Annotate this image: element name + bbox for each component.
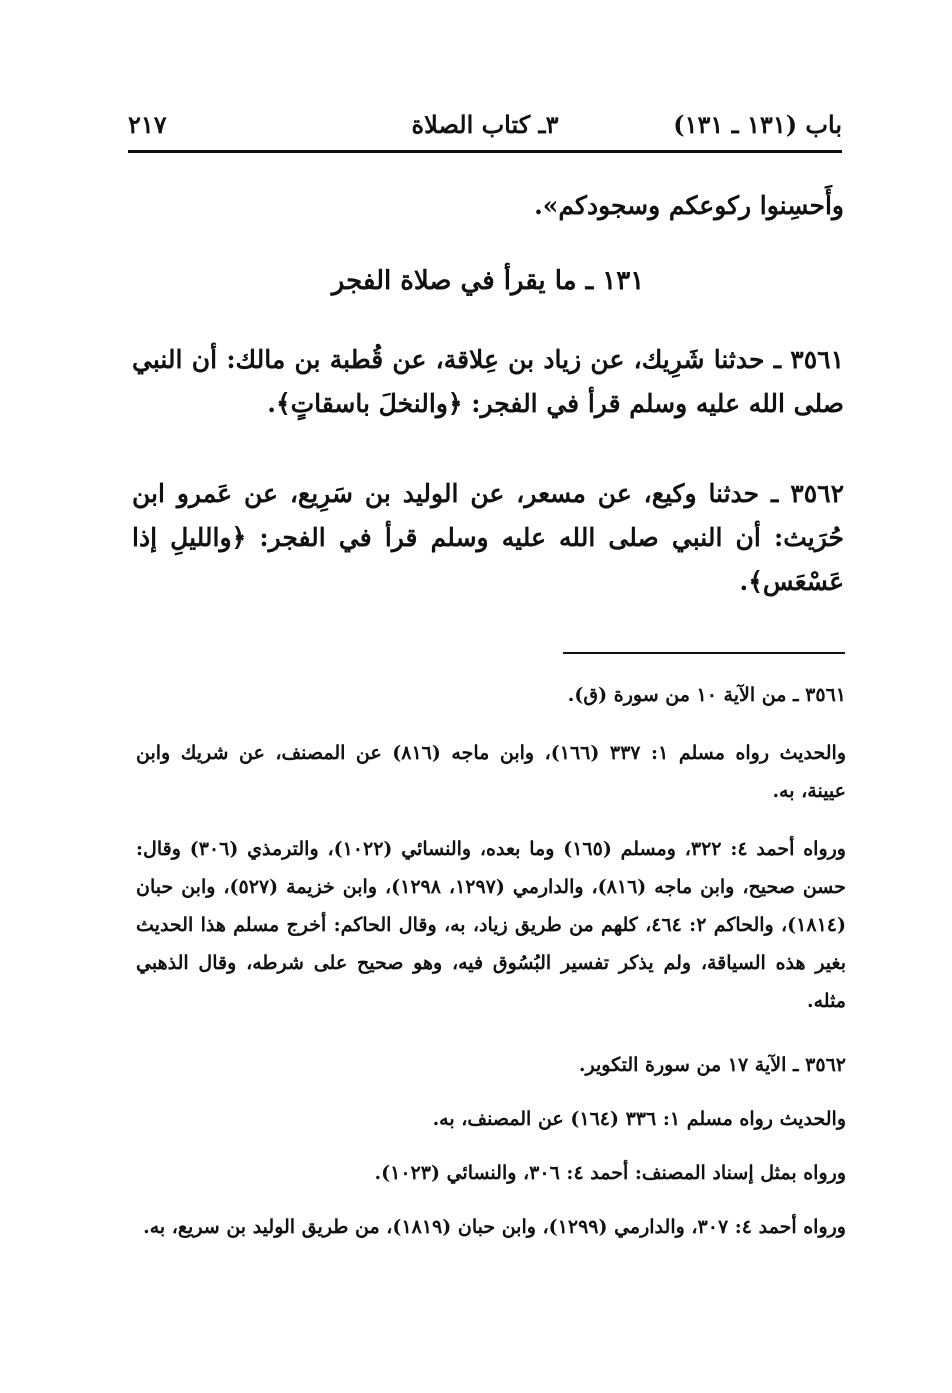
footnote-paragraph: ٣٥٦٢ ـ الآية ١٧ من سورة التكوير. xyxy=(578,1054,846,1076)
hadith-3562: ٣٥٦٢ ـ حدثنا وكيع، عن مسعر، عن الوليد بن سَرِيع، عن عَمرو ابن حُرَيث: أن النبي صلى الله عليه وسلم قرأ في الفجر: ﴿والليلِ إذا عَسْعَس﴾. xyxy=(132,479,844,596)
header-rule xyxy=(128,150,842,153)
footnote-paragraph: ورواه أحمد ٤: ٣٢٢، ومسلم (١٦٥) وما بعده، والنسائي (١٠٢٢)، والترمذي (٣٠٦) وقال: حسن صحيح، وابن ماجه (٨١٦)، والدارمي (١٢٩٧، ١٢٩٨)، وابن خزيمة (٥٢٧)، وابن حبان (١٨١٤)، والحاكم ٢: ٤٦٤، كلهم من طريق زياد، به، وقال الحاكم: أخرج مسلم هذا الحديث بغير هذه السياقة، ولم يذكر تفسير البُسُوق فيه، وهو صحيح على شرطه، وقال الذهبي مثله. xyxy=(136,838,846,1012)
running-header xyxy=(128,104,842,148)
continuation-text: وأَحسِنوا ركوعكم وسجودكم». xyxy=(534,191,844,220)
footnote-paragraph: ورواه أحمد ٤: ٣٠٧، والدارمي (١٢٩٩)، وابن حبان (١٨١٩)، من طريق الوليد بن سريع، به. xyxy=(143,1216,846,1238)
page-number: ٢١٧ xyxy=(128,110,167,139)
footnote-paragraph: والحديث رواه مسلم ١: ٣٣٦ (١٦٤) عن المصنف، به. xyxy=(432,1108,846,1130)
footnote-paragraph: ٣٥٦١ ـ من الآية ١٠ من سورة (ق). xyxy=(567,684,846,706)
hadith-3561: ٣٥٦١ ـ حدثنا شَرِيك، عن زياد بن عِلاقة، عن قُطبة بن مالك: أن النبي صلى الله عليه وسلم قرأ في الفجر: ﴿والنخلَ باسقاتٍ﴾. xyxy=(132,345,844,418)
chapter-range: باب (١٣١ ـ ١٣١) xyxy=(673,110,842,139)
section-heading: ١٣١ ـ ما يقرأ في صلاة الفجر xyxy=(331,266,645,296)
footnote-paragraph: ورواه بمثل إسناد المصنف: أحمد ٤: ٣٠٦، والنسائي (١٠٢٣). xyxy=(374,1162,846,1184)
footnote-paragraph: والحديث رواه مسلم ١: ٣٣٧ (١٦٦)، وابن ماجه (٨١٦) عن المصنف، عن شريك وابن عيينة، به. xyxy=(136,742,846,802)
footnote-separator xyxy=(563,652,845,654)
book-title: ٣ـ كتاب الصلاة xyxy=(411,110,559,139)
